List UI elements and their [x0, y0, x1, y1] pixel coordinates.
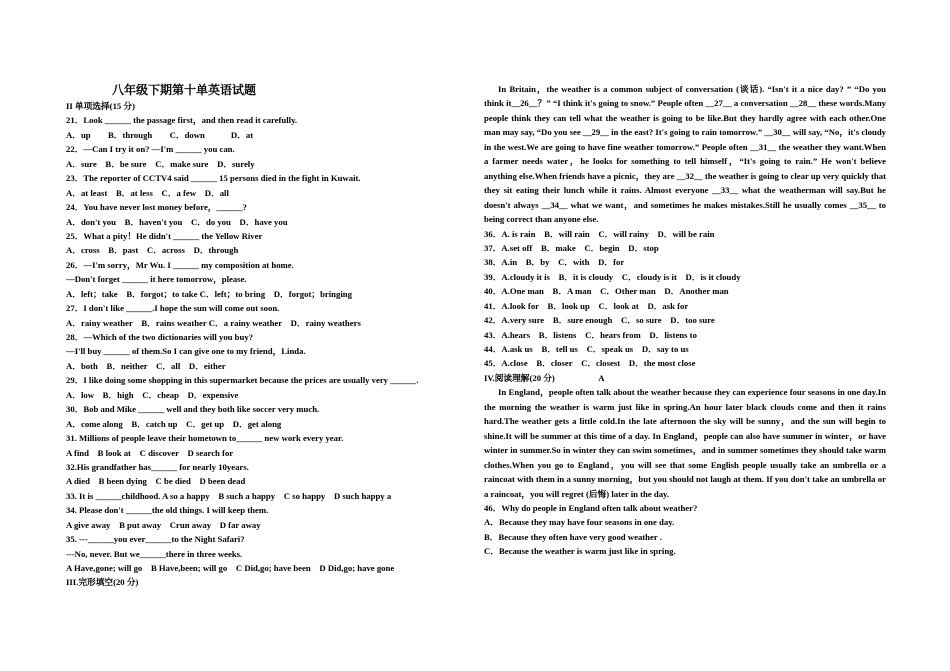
- option-line: 45．A.close B．closer C．closest D．the most close: [484, 358, 696, 369]
- reading-passage: In England，people often talk about the weather because they can experience four seasons in one day.In the morning the weather is warm just like in spring.An hour later black clouds come and then it rains hard.The weather gets a little cold.In the late afternoon the sky will be sunny，and the sun will begin to shine.It will be summer at this time of a day. In England，people can also have summer in winter，or have winter in summer.So in winter they can swim sometimes，and in summer sometimes they should take warm clothes.When you go to England，you will see that some English people usually take an umbrella or a raincoat with them in a sunny morning，but you should not laugh at them. If you don't take an umbrella or a raincoat，you will regret (后悔) later in the day.: [484, 387, 886, 499]
- exam-title: 八年级下期第十单英语试题: [112, 83, 257, 97]
- option-line: A．left；take B．forgot；to take C．left；to bring D．forgot；bringing: [66, 288, 352, 299]
- question-line: 23．The reporter of CCTV4 said ______ 15 persons died in the fight in Kuwait.: [66, 173, 361, 184]
- option-line: 40．A.One man B．A man C．Other man D．Another man: [484, 286, 729, 297]
- option-line: A．low B．high C．cheap D．expensive: [66, 389, 239, 400]
- left-lines: [66, 99, 461, 590]
- question-line: 24．You have never lost money before，______?: [66, 202, 247, 213]
- option-line: 42．A.very sure B．sure enough C．so sure D．too sure: [484, 315, 715, 326]
- option-line: A give away B put away Crun away D far away: [66, 519, 261, 530]
- option-line: A．cross B．past C．across D．through: [66, 245, 239, 256]
- question-line: 32.His grandfather has______ for nearly 10years.: [66, 461, 249, 472]
- question-line: 27．I don't like ______.I hope the sun will come out soon.: [66, 303, 280, 314]
- question-line: 26．—I'm sorry，Mr Wu. I ______ my composition at home.: [66, 259, 294, 270]
- option-line: 39．A.cloudy it is B．it is cloudy C．cloudy is it D．is it cloudy: [484, 271, 741, 282]
- question-line: 46．Why do people in England often talk about weather?: [484, 502, 698, 513]
- cloze-passage: In Britain，the weather is a common subject of conversation (谈话). “Isn't it a nice day? ” “Do you think it__26__？” “I think it's going to snow.” People often __27__ a conversation __28__ these words.Many people think they can tell what the weather is going to be like.But they hardly agree with each other.One man may say, “Do you see __29__ in the east? It's going to rain tomorrow.” __30__ will say, “No，it's cloudy in the west.We are going to have fine weather tomorrow.” People often __31__ the weather they want.When a farmer needs water，he looks for something to tell himself，“It's going to rain.” He won't believe anything else.When friends have a picnic，they are __32__ the weather is going to clear up very quickly that they sit eating their lunch while it rains. Almost everyone __33__ what the weatherman will say.But he doesn't always __34__ what we want，and sometimes he makes mistakes.Still he usually comes __35__ to being correct than anyone else.: [484, 84, 886, 225]
- option-line: A．both B．neither C．all D．either: [66, 360, 226, 371]
- option-line: 36．A. is rain B．will rain C．will rainy D．will be rain: [484, 228, 715, 239]
- question-line: —Don't forget ______ it here tomorrow，please.: [66, 274, 247, 285]
- section-heading: III.完形填空(20 分): [66, 577, 139, 588]
- option-line: C．Because the weather is warm just like in spring.: [484, 546, 676, 557]
- section-heading: II 单项选择(15 分): [66, 101, 136, 111]
- option-line: A．come along B．catch up C．get up D．get along: [66, 418, 282, 429]
- right-column: [484, 82, 886, 559]
- question-line: ---No, never. But we______there in three weeks.: [66, 548, 243, 559]
- question-line: 34. Please don't ______the old things. I will keep them.: [66, 505, 269, 516]
- question-line: 21．Look ______ the passage first，and then read it carefully.: [66, 115, 298, 126]
- option-line: A died B been dying C be died D been dead: [66, 476, 246, 487]
- option-line: A find B look at C discover D search for: [66, 447, 234, 458]
- question-line: 25．What a pity！He didn't ______ the Yellow River: [66, 230, 263, 241]
- option-line: 38．A.in B．by C．with D．for: [484, 257, 625, 268]
- option-line: A．up B．through C．down D．at: [66, 129, 254, 140]
- question-line: 28．—Which of the two dictionaries will you buy?: [66, 332, 254, 342]
- question-line: 35. ---______you ever______to the Night Safari?: [66, 534, 245, 545]
- left-column: [66, 82, 461, 590]
- question-line: 33. It is ______childhood. A so a happy B such a happy C so happy D such happy a: [66, 490, 392, 501]
- question-line: 31. Millions of people leave their hometown to______ new work every year.: [66, 433, 344, 444]
- question-line: 22．—Can I try it on? —I'm ______ you can.: [66, 144, 235, 155]
- option-line: A．rainy weather B．rains weather C．a rainy weather D．rainy weathers: [66, 317, 361, 328]
- question-line: —I'll buy ______ of them.So I can give one to my friend，Linda.: [66, 346, 306, 357]
- option-line: A．at least B．at less C．a few D．all: [66, 187, 229, 198]
- option-line: A Have,gone; will go B Have,been; will go C Did,go; have been D Did,go; have gone: [66, 563, 395, 573]
- option-line: A．sure B．be sure C．make sure D．surely: [66, 158, 255, 169]
- option-line: A．don't you B．haven't you C．do you D．have you: [66, 216, 288, 227]
- option-line: B．Because they often have very good weather .: [484, 531, 662, 542]
- option-line: 44．A.ask us B．tell us C．speak us D．say to us: [484, 344, 689, 355]
- cloze-options: [484, 227, 886, 371]
- option-line: 43．A.hears B．listens C．hears from D．listens to: [484, 329, 697, 340]
- option-line: 37．A.set off B．make C．begin D．stop: [484, 242, 659, 253]
- question-line: 29．I like doing some shopping in this supermarket because the prices are usually very ______.: [66, 375, 419, 386]
- question-line: 30．Bob and Mike ______ well and they both like soccer very much.: [66, 404, 320, 415]
- reading-heading: IV.阅读理解(20 分) A: [484, 372, 605, 383]
- option-line: A．Because they may have four seasons in one day.: [484, 517, 675, 528]
- option-line: 41．A.look for B．look up C．look at D．ask for: [484, 300, 689, 311]
